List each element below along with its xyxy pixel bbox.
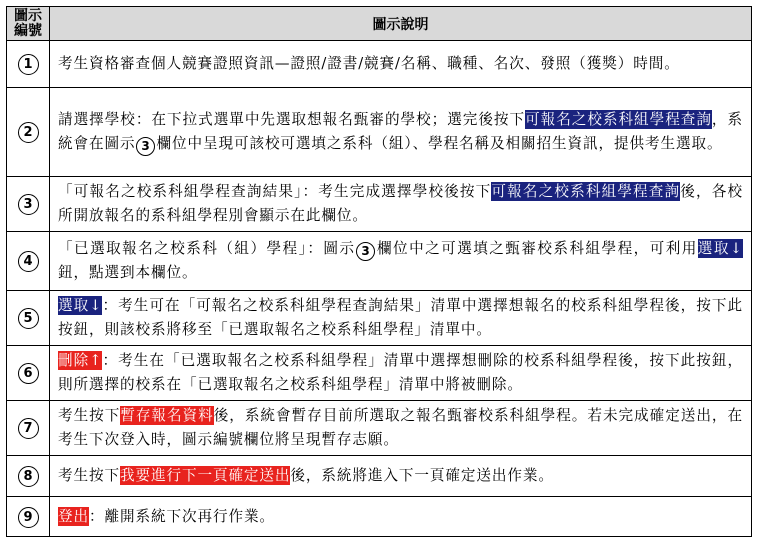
table-row [7, 401, 752, 456]
description-text: 後，系統會暫存目前所選取之報名甄審校系科組學程。若未完成確定送出，在考生下次登入時，圖示編號欄位將呈現暫存志願。 [58, 407, 743, 448]
description-text: ：考生在「已選取報名之校系科組學程」清單中選擇想刪除的校系科組學程後，按下此按鈕，則所選擇的校系在「已選取報名之校系科組學程」清單中將被刪除。 [58, 352, 744, 393]
inline-circled-number: 3 [136, 137, 155, 156]
row-number [7, 456, 50, 497]
description-text: 「可報名之校系科組學程查詢結果」：考生完成選擇學校後按下 [58, 183, 492, 200]
header-number: 圖示 編號 [7, 7, 50, 41]
row-number [7, 497, 50, 537]
inline-circled-number: 3 [356, 242, 375, 261]
header-row [7, 7, 752, 41]
circled-number: 2 [18, 122, 39, 143]
row-description [50, 401, 752, 456]
button-label-highlight: 選取↓ [58, 297, 103, 314]
description-text: ：離開系統下次再行作業。 [89, 507, 275, 525]
description-text: 後，各校所開放報名的系科組學程別會顯示在此欄位。 [58, 183, 743, 224]
header-description: 圖示說明 [50, 7, 752, 41]
description-text: ：考生可在「可報名之校系科組學程查詢結果」清單中選擇想報名的校系科組學程後，按下此按鈕，則該校系將移至「已選取報名之校系科組學程」清單中。 [58, 297, 744, 338]
description-text: 鈕，點選到本欄位。 [58, 264, 198, 281]
button-label-highlight: 可報名之校系科組學程查詢 [491, 183, 681, 200]
row-description [50, 177, 752, 232]
circled-number: 6 [18, 363, 39, 384]
button-label-highlight: 暫存報名資料 [120, 407, 214, 424]
row-description [50, 291, 752, 346]
circled-number: 8 [18, 466, 39, 487]
legend-table [6, 6, 752, 537]
table-row [7, 177, 752, 232]
row-number [7, 177, 50, 232]
button-label-highlight: 刪除↑ [58, 352, 103, 369]
description-text: 考生按下 [58, 467, 120, 484]
circled-number: 5 [18, 308, 39, 329]
table-row [7, 88, 752, 177]
description-text: 考生資格審查個人競賽證照資訊—證照/證書/競賽/名稱、職種、名次、發照（獲獎）時間。 [58, 55, 680, 72]
table-row [7, 456, 752, 497]
row-description [50, 497, 752, 537]
row-description [50, 232, 752, 291]
table-row [7, 346, 752, 401]
row-description [50, 346, 752, 401]
description-text: 「已選取報名之校系科（組）學程」：圖示 [58, 240, 356, 257]
button-label-highlight: 登出 [58, 507, 89, 525]
table-row [7, 291, 752, 346]
circled-number: 9 [18, 507, 39, 528]
row-number [7, 41, 50, 88]
table-row [7, 41, 752, 88]
table-row [7, 232, 752, 291]
circled-number: 4 [18, 251, 39, 272]
description-text: 欄位中之可選填之甄審校系科組學程，可利用 [376, 240, 698, 257]
row-number [7, 291, 50, 346]
row-number [7, 232, 50, 291]
description-text: 後，系統將進入下一頁確定送出作業。 [290, 467, 554, 484]
description-text: 請選擇學校：在下拉式選單中先選取想報名甄審的學校；選完後按下 [58, 111, 526, 128]
button-label-highlight: 可報名之校系科組學程查詢 [525, 111, 712, 128]
button-label-highlight: 選取↓ [697, 240, 743, 257]
row-description [50, 456, 752, 497]
description-text: ，系統會在圖示 [58, 111, 743, 152]
row-number [7, 346, 50, 401]
row-description [50, 41, 752, 88]
circled-number: 1 [18, 54, 39, 75]
circled-number: 7 [18, 418, 39, 439]
row-number [7, 401, 50, 456]
table-row [7, 497, 752, 537]
circled-number: 3 [18, 194, 39, 215]
description-text: 考生按下 [58, 407, 121, 424]
row-description [50, 88, 752, 177]
description-text: 欄位中呈現可該校可選填之系科（組）、學程名稱及相關招生資訊，提供考生選取。 [156, 135, 723, 152]
button-label-highlight: 我要進行下一頁確定送出 [119, 467, 291, 484]
row-number [7, 88, 50, 177]
